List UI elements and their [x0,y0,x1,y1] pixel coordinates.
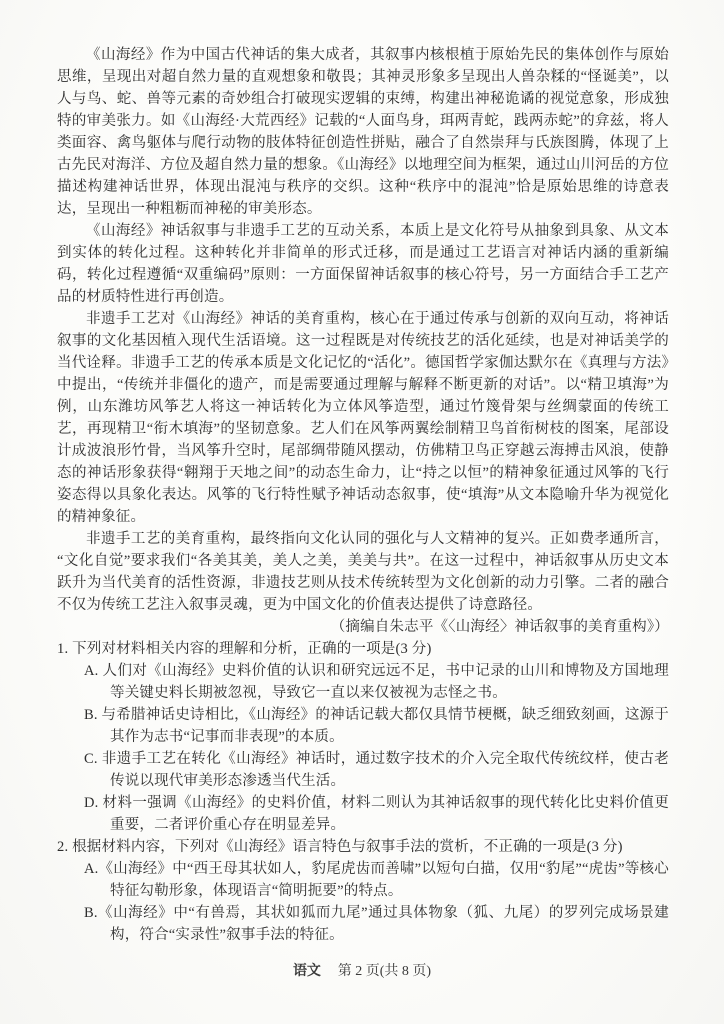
page-footer [0,960,724,980]
question-1-option-a: A. 人们对《山海经》史料价值的认识和研究远远不足，书中记录的山川和博物及方国地理等关键史料长期被忽视，导致它一直以来仅被视为志怪之书。 [84,663,669,701]
reading-material [57,44,669,946]
question-1-option-d: D. 材料一强调《山海经》的史料价值，材料二则认为其神话叙事的现代转化比史料价值更重要，二者评价重心存在明显差异。 [84,795,669,833]
question-2-stem: 2. 根据材料内容，下列对《山海经》语言特色与叙事手法的赏析，不正确的一项是(3 分) [57,839,623,855]
question-1-option-c: C. 非遗手工艺在转化《山海经》神话时，通过数字技术的介入完全取代传统纹样，使古老传说以现代审美形态渗透当代生活。 [84,751,669,789]
material-paragraph-3: 非遗手工艺对《山海经》神话的美育重构，核心在于通过传承与创新的双向互动，将神话叙事的文化基因植入现代生活语境。这一过程既是对传统技艺的活化延续，也是对神话美学的当代诠释。非遗手工艺的传承本质是文化记忆的“活化”。德国哲学家伽达默尔在《真理与方法》中提出，“传统并非僵化的遗产，而是需要通过理解与解释不断更新的对话”。以“精卫填海”为例，山东潍坊风筝艺人将这一神话转化为立体风筝造型，通过竹篾骨架与丝绸蒙面的传统工艺，再现精卫“衔木填海”的坚韧意象。艺人们在风筝两翼绘制精卫鸟首衔树枝的图案，尾部设计成波浪形竹骨，当风筝升空时，尾部绸带随风摆动，仿佛精卫鸟正穿越云海搏击风浪，使静态的神话形象获得“翱翔于天地之间”的动态生命力，让“持之以恒”的精神象征通过风筝的飞行姿态得以具象化表达。风筝的飞行特性赋予神话动态叙事，使“填海”从文本隐喻升华为视觉化的精神象征。 [57,311,669,525]
question-2 [57,836,669,946]
material-paragraph-4: 非遗手工艺的美育重构，最终指向文化认同的强化与人文精神的复兴。正如费孝通所言，“文化自觉”要求我们“各美其美，美人之美，美美与共”。在这一过程中，神话叙事从历史文本跃升为当代美育的活性资源，非遗技艺则从技术传统转型为文化创新的动力引擎。二者的融合不仅为传统工艺注入叙事灵魂，更为中国文化的价值表达提供了诗意路径。 [57,531,669,613]
question-1-stem: 1. 下列对材料相关内容的理解和分析，正确的一项是(3 分) [57,641,432,657]
footer-page-number: 第 2 页(共 8 页) [337,964,432,979]
question-1-option-b: B. 与希腊神话史诗相比，《山海经》的神话记载大都仅具情节梗概，缺乏细致刻画，这源于其作为志书“记事而非表现”的本质。 [84,707,669,745]
question-1 [57,638,669,836]
material-paragraph-2: 《山海经》神话叙事与非遗手工艺的互动关系，本质上是文化符号从抽象到具象、从文本到实体的转化过程。这种转化并非简单的形式迁移，而是通过工艺语言对神话内涵的重新编码，转化过程遵循“双重编码”原则：一方面保留神话叙事的核心符号，另一方面结合手工艺产品的材质特性进行再创造。 [57,223,669,305]
material-paragraph-1: 《山海经》作为中国古代神话的集大成者，其叙事内核根植于原始先民的集体创作与原始思维，呈现出对超自然力量的直观想象和敬畏；其神灵形象多呈现出人兽杂糅的“怪诞美”，以人与鸟、蛇、兽等元素的奇妙组合打破现实逻辑的束缚，构建出神秘诡谲的视觉意象，形成独特的审美张力。如《山海经·大荒西经》记载的“人面鸟身，珥两青蛇，践两赤蛇”的弇兹，将人类面容、禽鸟躯体与爬行动物的肢体特征创造性拼贴，融合了自然崇拜与氏族图腾，体现了上古先民对海洋、方位及超自然力量的想象。《山海经》以地理空间为框架，通过山川河岳的方位描述构建神话世界，体现出混沌与秩序的交织。这种“秩序中的混沌”恰是原始思维的诗意表达，呈现出一种粗粝而神秘的审美形态。 [57,47,669,217]
footer-subject-label: 语文 [292,962,321,978]
source-attribution: （摘编自朱志平《〈山海经〉神话叙事的美育重构》） [330,619,669,635]
question-2-option-b: B.《山海经》中“有兽焉，其状如狐而九尾”通过具体物象（狐、九尾）的罗列完成场景建构，符合“实录性”叙事手法的特征。 [84,905,669,943]
question-2-option-a: A.《山海经》中“西王母其状如人，豹尾虎齿而善啸”以短句白描，仅用“豹尾”“虎齿”等核心特征勾勒形象，体现语言“简明扼要”的特点。 [84,861,669,899]
